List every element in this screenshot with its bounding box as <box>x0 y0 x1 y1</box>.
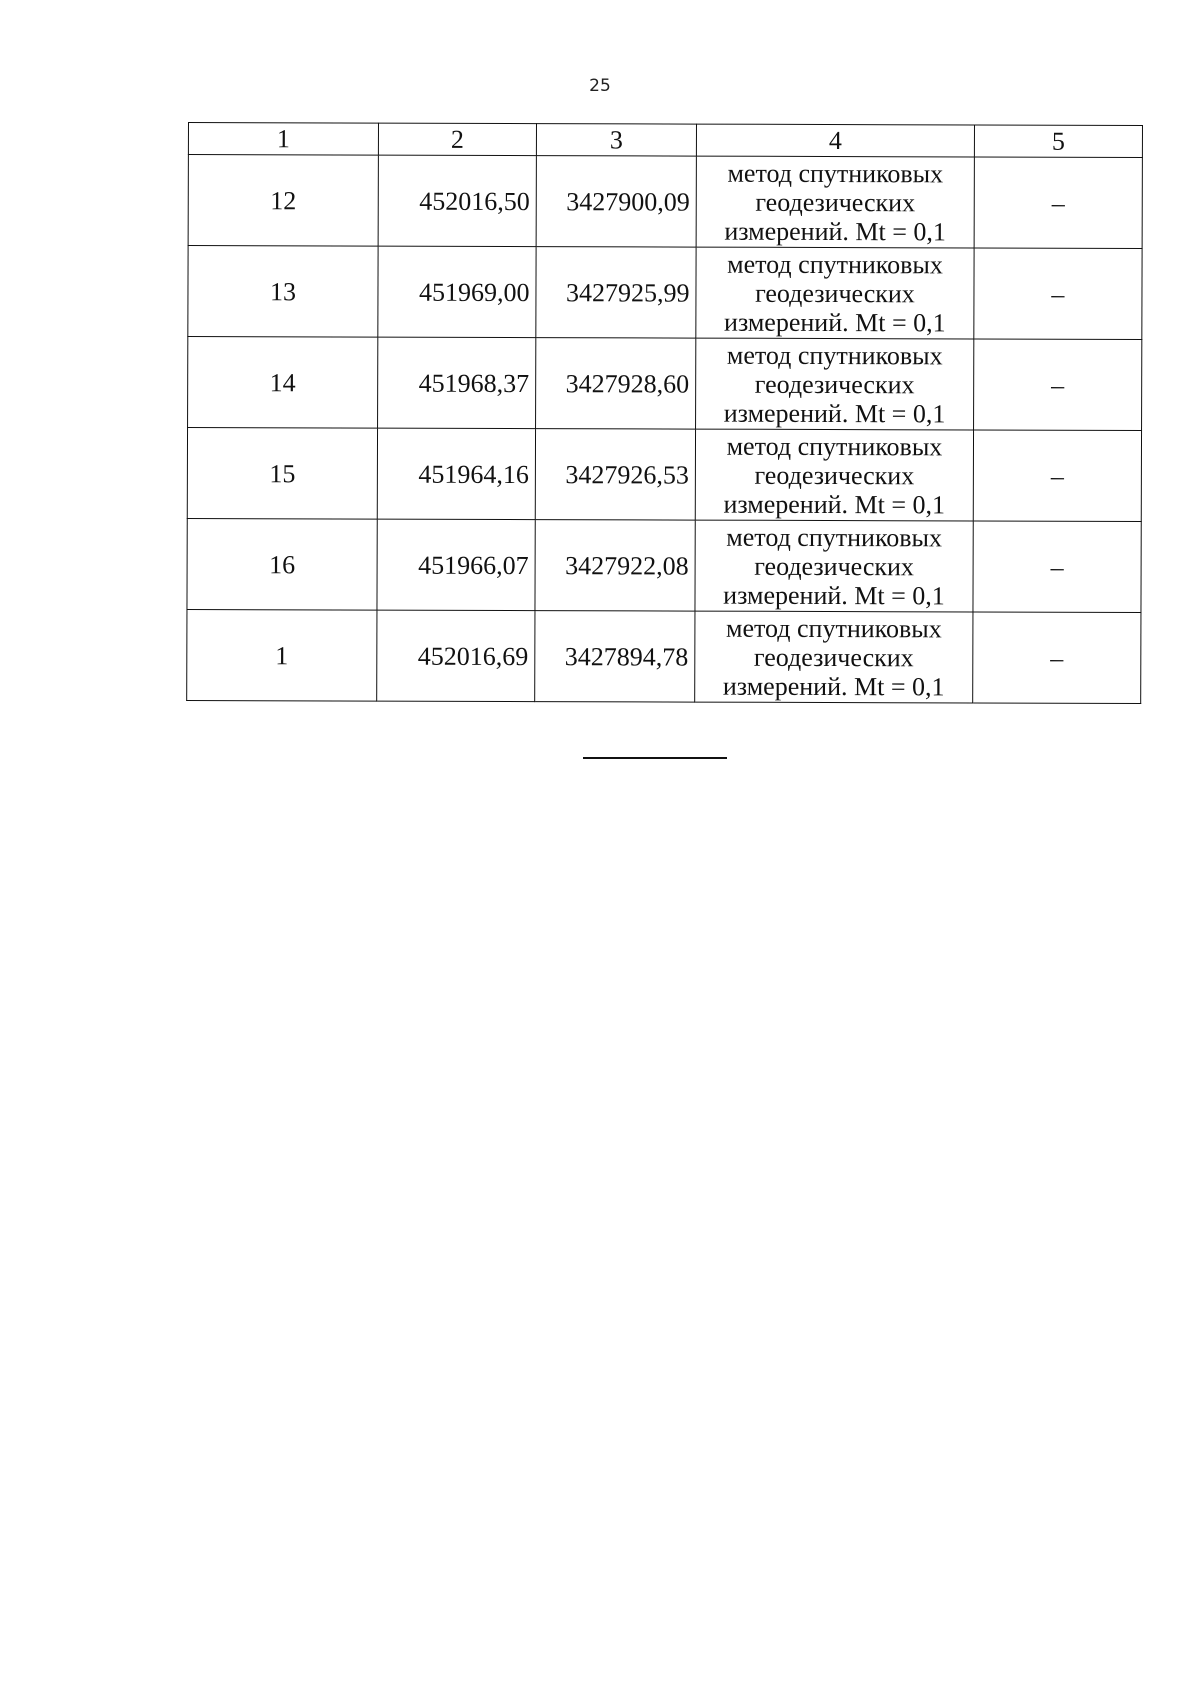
table-row <box>188 337 1142 431</box>
point-number-cell: 1 <box>187 609 377 701</box>
method-line: геодезических <box>754 460 915 490</box>
method-line: метод спутниковых <box>727 249 943 279</box>
table-row <box>187 609 1141 703</box>
y-coordinate-cell: 3427900,09 <box>536 156 696 248</box>
x-coordinate-cell: 451966,07 <box>377 519 535 610</box>
method-line: метод спутниковых <box>727 158 944 188</box>
y-coordinate-cell: 3427928,60 <box>536 338 696 430</box>
x-coordinate-cell: 452016,50 <box>378 155 536 246</box>
point-number-cell: 12 <box>188 155 378 247</box>
y-coordinate-cell: 3427925,99 <box>536 247 696 339</box>
x-coordinate-cell: 451964,16 <box>377 428 535 519</box>
column5-cell: – <box>974 157 1142 249</box>
column5-cell: – <box>973 521 1141 613</box>
method-line: метод спутниковых <box>726 340 943 370</box>
method-line: метод спутниковых <box>726 522 943 552</box>
method-line: метод спутниковых <box>726 431 943 461</box>
y-coordinate-cell: 3427926,53 <box>535 429 695 521</box>
column5-cell: – <box>973 612 1141 704</box>
column-header: 5 <box>974 125 1142 158</box>
coordinates-table <box>186 122 1143 704</box>
table-row <box>188 246 1142 340</box>
column-header: 3 <box>536 124 696 157</box>
page-number: 25 <box>589 76 611 96</box>
column5-cell: – <box>974 339 1142 431</box>
method-cell <box>695 520 973 612</box>
table-row <box>188 155 1142 249</box>
column5-cell: – <box>973 430 1141 522</box>
column-header: 4 <box>696 124 974 157</box>
column-header: 2 <box>378 123 536 155</box>
method-line: измерений. Mt = 0,1 <box>724 216 947 246</box>
method-cell <box>695 611 973 703</box>
point-number-cell: 16 <box>187 518 377 610</box>
method-line: геодезических <box>755 187 916 217</box>
method-cell <box>696 338 974 430</box>
method-line: геодезических <box>753 642 914 672</box>
table-row <box>187 518 1141 612</box>
table-row <box>187 428 1141 522</box>
method-cell <box>696 247 974 339</box>
method-line: измерений. Mt = 0,1 <box>723 398 946 428</box>
method-line: геодезических <box>754 369 915 399</box>
method-line: метод спутниковых <box>726 613 942 643</box>
end-of-document-rule <box>583 757 727 759</box>
method-cell <box>696 156 974 248</box>
method-line: геодезических <box>754 551 915 581</box>
point-number-cell: 15 <box>187 428 377 520</box>
x-coordinate-cell: 452016,69 <box>377 610 535 701</box>
method-line: измерений. Mt = 0,1 <box>724 307 946 337</box>
method-cell <box>695 429 973 521</box>
table-header-row <box>188 123 1142 158</box>
y-coordinate-cell: 3427922,08 <box>535 520 695 612</box>
x-coordinate-cell: 451968,37 <box>378 337 536 428</box>
x-coordinate-cell: 451969,00 <box>378 246 536 337</box>
column5-cell: – <box>974 248 1142 340</box>
method-line: измерений. Mt = 0,1 <box>723 580 945 610</box>
y-coordinate-cell: 3427894,78 <box>535 611 695 703</box>
method-line: измерений. Mt = 0,1 <box>722 671 945 701</box>
column-header: 1 <box>188 123 378 156</box>
method-line: геодезических <box>755 278 915 308</box>
point-number-cell: 13 <box>188 246 378 338</box>
point-number-cell: 14 <box>188 337 378 429</box>
method-line: измерений. Mt = 0,1 <box>723 489 946 519</box>
